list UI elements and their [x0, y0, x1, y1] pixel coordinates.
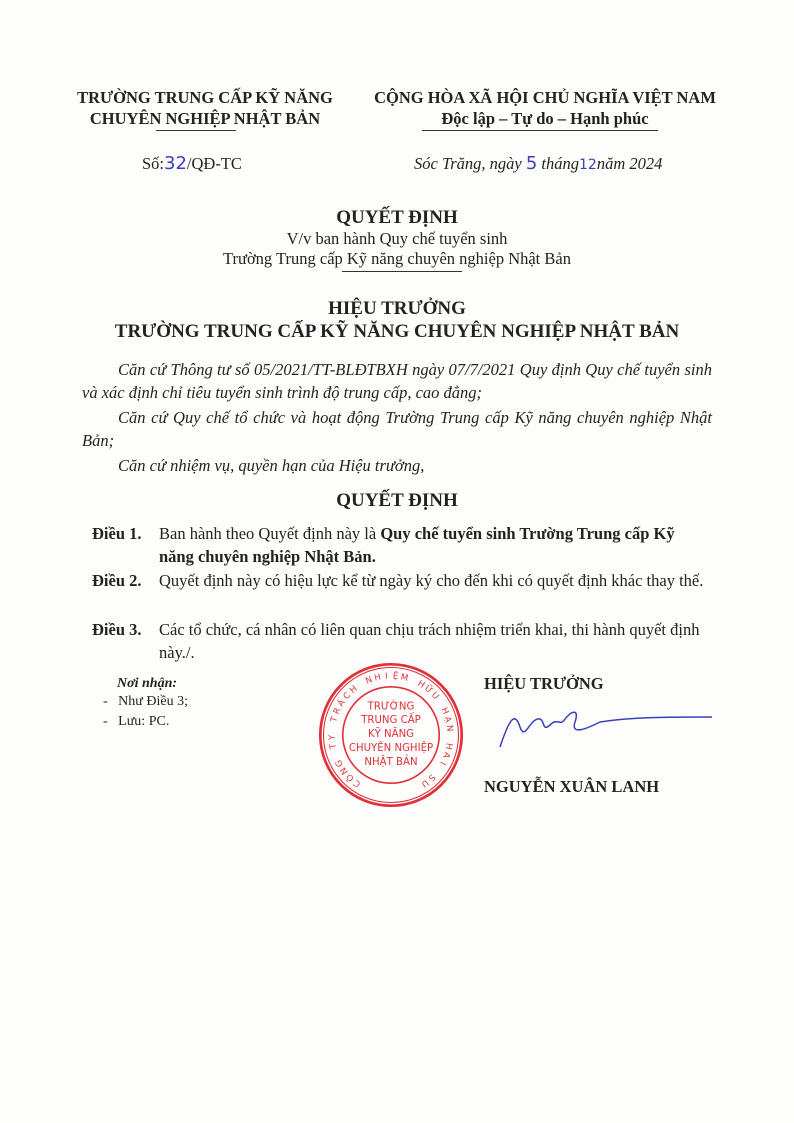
- org-line-2: CHUYÊN NGHIỆP NHẬT BẢN: [89, 109, 321, 128]
- number-suffix: /QĐ-TC: [186, 154, 242, 173]
- recipient-item: Như Điều 3;: [118, 694, 188, 709]
- title-sub-1: V/v ban hành Quy chế tuyển sinh: [286, 229, 508, 248]
- stamp-ring-char: Ữ: [422, 683, 435, 697]
- issuing-organization: [60, 87, 350, 129]
- date-part1: Sóc Trăng, ngày: [414, 154, 522, 173]
- date-month: 12: [579, 157, 597, 173]
- nation-line-2: Độc lập – Tự do – Hạnh phúc: [441, 109, 649, 128]
- stamp-ring-char: Ạ: [441, 715, 453, 724]
- stamp-ring-char: Ô: [344, 771, 357, 784]
- date-part3: năm 2024: [596, 154, 663, 173]
- stamp-line: CHUYÊN NGHIỆP: [348, 743, 434, 755]
- stamp-ring-char: S: [426, 771, 437, 783]
- stamp-ring-char: Y: [327, 734, 338, 741]
- article-label: Điều 1.: [92, 524, 142, 543]
- article-label: Điều 2.: [92, 571, 142, 590]
- number-prefix: Số:: [142, 154, 165, 173]
- signature-title: HIỆU TRƯỞNG: [484, 674, 604, 693]
- document-number: [142, 153, 242, 174]
- ground-3: Căn cứ nhiệm vụ, quyền hạn của Hiệu trưởng,: [118, 456, 425, 475]
- national-motto: [350, 87, 740, 129]
- stamp-ring-char: N: [364, 674, 374, 687]
- stamp-ring-char: R: [331, 706, 344, 716]
- stamp-ring-char: Ệ: [392, 671, 399, 682]
- title-sub-2: Trường Trung cấp Kỹ năng chuyên nghiệp Nhật Bản: [223, 249, 571, 268]
- org-underline: [156, 130, 236, 131]
- stamp-line: KỸ NĂNG: [367, 729, 415, 741]
- stamp-ring-char: H: [438, 706, 451, 717]
- article-text: Ban hành theo Quyết định này là: [159, 524, 381, 543]
- authority-line-2: TRƯỜNG TRUNG CẤP KỸ NĂNG CHUYÊN NGHIỆP NHẬT BẢN: [114, 321, 680, 342]
- recipients-heading: Nơi nhận:: [117, 676, 178, 691]
- stamp-ring-char: C: [352, 777, 363, 789]
- stamp-line: TRƯỜNG: [367, 701, 415, 713]
- date-part2: tháng: [541, 154, 580, 173]
- stamp-ring-char: H: [415, 678, 427, 691]
- article-1: [92, 522, 712, 568]
- stamp-ring-char: T: [328, 742, 340, 750]
- stamp-ring-char: U: [428, 690, 441, 702]
- stamp-ring-char: H: [348, 684, 360, 696]
- ground-1: Căn cứ Thông tư số 05/2021/TT-BLĐTBXH ngày 07/7/2021 Quy định Quy chế tuyển sinh và xác định chỉ tiêu tuyển sinh trình độ trung cấp, cao đẳng;: [82, 360, 712, 402]
- stamp-ring-char: U: [419, 776, 430, 789]
- authority-line-1: HIỆU TRƯỞNG: [328, 298, 466, 319]
- article-text: Các tổ chức, cá nhân có liên quan chịu trách nhiệm triển khai, thi hành quyết định này./.: [159, 620, 700, 662]
- article-bold-text: Quy chế tuyển sinh Trường Trung cấp Kỹ năng chuyên nghiệp Nhật Bản.: [159, 524, 675, 566]
- handwritten-signature: [490, 697, 720, 757]
- stamp-ring-char: N: [338, 764, 351, 777]
- stamp-ring-char: T: [329, 715, 341, 724]
- date-day: 5: [525, 153, 538, 174]
- official-stamp: [316, 660, 466, 810]
- recipients: Nơi nhận: - Như Điều 3; - Lưu: PC.: [103, 676, 188, 729]
- stamp-ring-char: I: [437, 759, 448, 767]
- stamp-ring-char: H: [373, 672, 382, 684]
- authority-block: [0, 297, 794, 343]
- stamp-ring-char: M: [399, 672, 410, 684]
- recipient-item: Lưu: PC.: [118, 714, 170, 729]
- article-3: [92, 618, 712, 664]
- stamp-ring-char: Á: [336, 698, 348, 709]
- document-title: QUYẾT ĐỊNH: [336, 207, 458, 228]
- stamp-ring-char: H: [442, 742, 454, 751]
- motto-underline: [422, 130, 658, 131]
- title-block: [0, 207, 794, 269]
- stamp-line: TRUNG CẤP: [361, 715, 421, 727]
- stamp-ring-char: N: [443, 724, 455, 733]
- org-line-1: TRƯỜNG TRUNG CẤP KỸ NĂNG: [77, 88, 333, 107]
- article-text: Quyết định này có hiệu lực kể từ ngày ký cho đến khi có quyết định khác thay thế.: [159, 571, 704, 590]
- nation-line-1: CỘNG HÒA XÃ HỘI CHỦ NGHĨA VIỆT NAM: [374, 88, 716, 107]
- stamp-line: NHẬT BẢN: [364, 757, 418, 768]
- stamp-ring-char: I: [384, 671, 389, 682]
- article-label: Điều 3.: [92, 620, 142, 639]
- article-2: [92, 569, 712, 592]
- stamp-ring-char: C: [341, 690, 354, 702]
- stamp-ring-char: G: [333, 757, 346, 769]
- number-handwritten: 32: [164, 153, 187, 174]
- stamp-ring-char: A: [440, 750, 452, 760]
- ground-2: Căn cứ Quy chế tổ chức và hoạt động Trường Trung cấp Kỹ năng chuyên nghiệp Nhật Bản;: [82, 408, 712, 450]
- signer-name: NGUYỄN XUÂN LANH: [484, 777, 660, 796]
- decision-heading: QUYẾT ĐỊNH: [336, 490, 458, 511]
- place-date: [414, 153, 662, 174]
- title-underline: [342, 271, 462, 272]
